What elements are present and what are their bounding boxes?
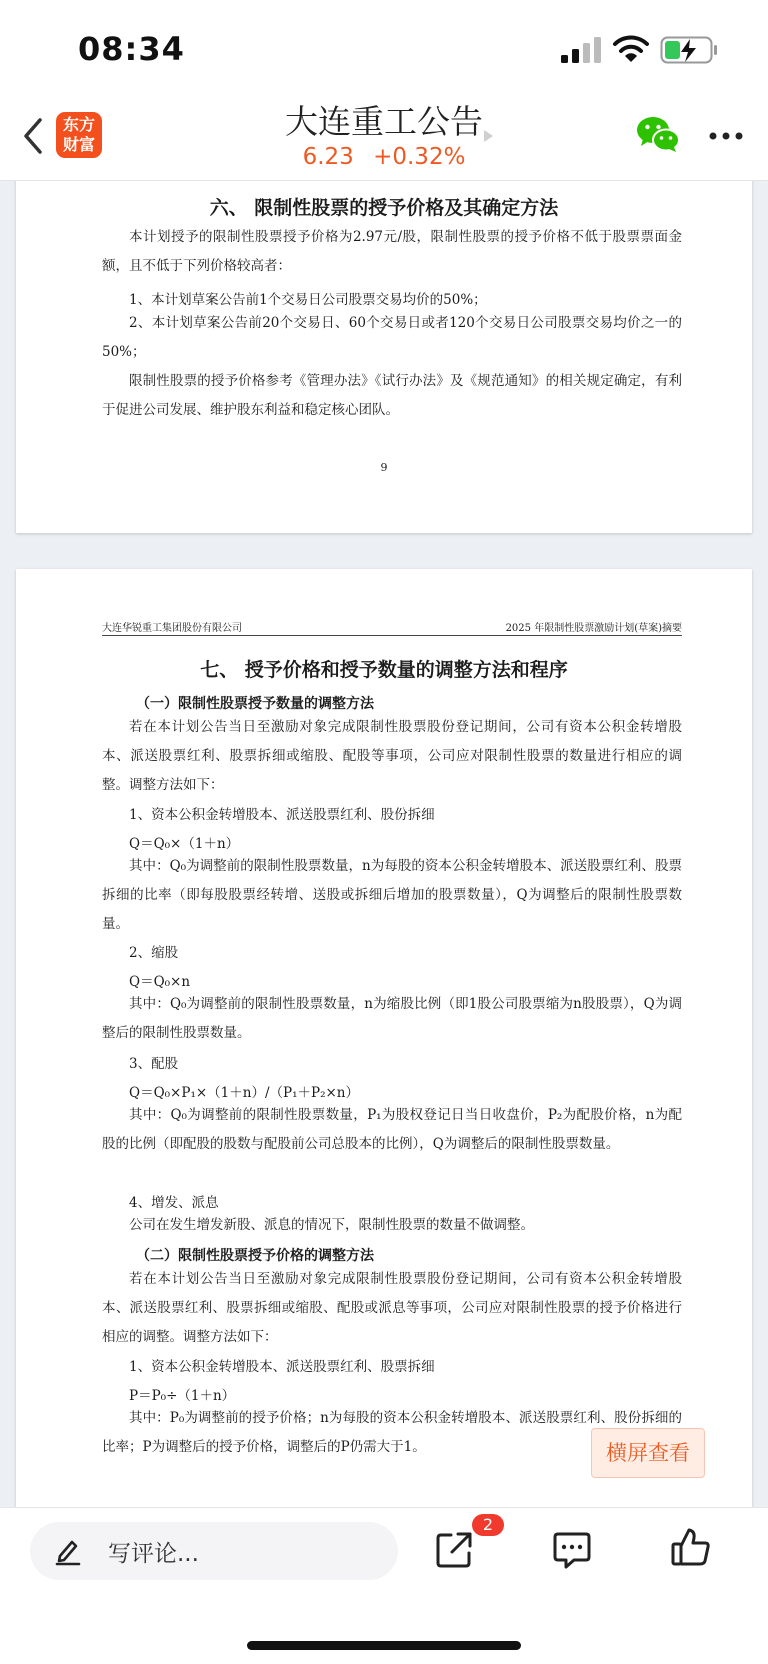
subsection-heading: （一）限制性股票授予数量的调整方法	[136, 696, 374, 712]
paragraph: 限制性股票的授予价格参考《管理办法》《试行办法》及《规范通知》的相关规定确定，有利于促进公司发展、维护股东利益和稳定核心团队。	[102, 373, 682, 418]
wifi-icon	[612, 34, 650, 64]
eastmoney-logo[interactable]: 东方 财富	[56, 112, 102, 158]
paragraph: 其中：Q₀为调整前的限制性股票数量，P₁为股权登记日当日收盘价，P₂为配股价格，n为配股的比例（即配股的股数与配股前公司总股本的比例），Q为调整后的限制性股票数量。	[102, 1107, 682, 1152]
stock-change: +0.32%	[373, 144, 466, 170]
document-page-10	[16, 569, 752, 1507]
comment-input[interactable]	[30, 1522, 398, 1580]
paragraph: 若在本计划公告当日至激励对象完成限制性股票股份登记期间，公司有资本公积金转增股本、派送股票红利、股票拆细或缩股、配股等事项，公司应对限制性股票的数量进行相应的调整。调整方法如下：	[102, 719, 682, 793]
more-dots-icon[interactable]	[708, 130, 744, 142]
landscape-view-button[interactable]: 横屏查看	[591, 1428, 705, 1478]
paragraph: 若在本计划公告当日至激励对象完成限制性股票股份登记期间，公司有资本公积金转增股本、派送股票红利、股票拆细或缩股、配股或派息等事项，公司应对限制性股票的授予价格进行相应的调整。调整方法如下：	[102, 1271, 682, 1345]
share-count-badge: 2	[472, 1514, 504, 1536]
subsection-heading: （二）限制性股票授予价格的调整方法	[136, 1248, 374, 1264]
running-header-right: 2025 年限制性股票激励计划(草案)摘要	[505, 623, 682, 634]
formula: P＝P₀÷（1＋n）	[129, 1388, 236, 1404]
formula: Q＝Q₀×n	[129, 974, 191, 990]
list-item: 1、本计划草案公告前1个交易日公司股票交易均价的50%；	[129, 292, 487, 308]
page-number: 9	[380, 461, 388, 474]
status-bar	[0, 0, 768, 100]
list-item: 1、资本公积金转增股本、派送股票红利、股票拆细	[129, 1359, 435, 1375]
bottom-action-bar	[0, 1507, 768, 1664]
battery-charging-icon	[660, 36, 718, 64]
signal-icon	[560, 36, 602, 64]
header-rule	[102, 635, 682, 636]
formula: Q＝Q₀×P₁×（1＋n）/（P₁＋P₂×n）	[129, 1085, 359, 1101]
paragraph: 其中：Q₀为调整前的限制性股票数量，n为每股的资本公积金转增股本、派送股票红利、股票拆细的比率（即每股股票经转增、送股或拆细后增加的股票数量），Q为调整后的限制性股票数量。	[102, 858, 682, 932]
section-heading-7: 七、 授予价格和授予数量的调整方法和程序	[200, 659, 568, 681]
list-item: 2、缩股	[129, 945, 179, 961]
paragraph: 公司在发生增发新股、派息的情况下，限制性股票的数量不做调整。	[129, 1217, 534, 1233]
nav-header	[0, 100, 768, 181]
list-item: 3、配股	[129, 1056, 179, 1072]
list-item: 2、本计划草案公告前20个交易日、60个交易日或者120个交易日公司股票交易均价之一的50%；	[102, 315, 682, 360]
thumbs-up-icon[interactable]	[670, 1526, 712, 1568]
stock-price: 6.23	[302, 144, 354, 170]
message-icon[interactable]	[552, 1530, 592, 1570]
section-heading-6: 六、 限制性股票的授予价格及其确定方法	[209, 197, 559, 219]
status-time: 08:34	[78, 30, 185, 68]
home-indicator	[247, 1641, 521, 1650]
pen-icon	[54, 1536, 82, 1566]
list-item: 4、增发、派息	[129, 1195, 219, 1211]
triangle-right-icon[interactable]	[481, 128, 495, 144]
page-title[interactable]: 大连重工公告	[285, 102, 483, 141]
running-header-left: 大连华锐重工集团股份有限公司	[102, 623, 242, 634]
formula: Q＝Q₀×（1＋n）	[129, 836, 240, 852]
paragraph: 其中：P₀为调整前的授予价格；n为每股的资本公积金转增股本、派送股票红利、股份拆细的比率；P为调整后的授予价格，调整后的P仍需大于1。	[102, 1410, 682, 1455]
paragraph: 其中：Q₀为调整前的限制性股票数量，n为缩股比例（即1股公司股票缩为n股股票），Q为调整后的限制性股票数量。	[102, 996, 682, 1041]
list-item: 1、资本公积金转增股本、派送股票红利、股份拆细	[129, 807, 435, 823]
document-viewer[interactable]	[0, 181, 768, 1507]
wechat-icon[interactable]	[636, 114, 680, 154]
comment-placeholder: 写评论...	[108, 1541, 199, 1567]
paragraph: 本计划授予的限制性股票授予价格为2.97元/股，限制性股票的授予价格不低于股票票面金额，且不低于下列价格较高者：	[102, 229, 682, 274]
document-page-9	[16, 181, 752, 533]
share-icon[interactable]	[434, 1530, 474, 1570]
